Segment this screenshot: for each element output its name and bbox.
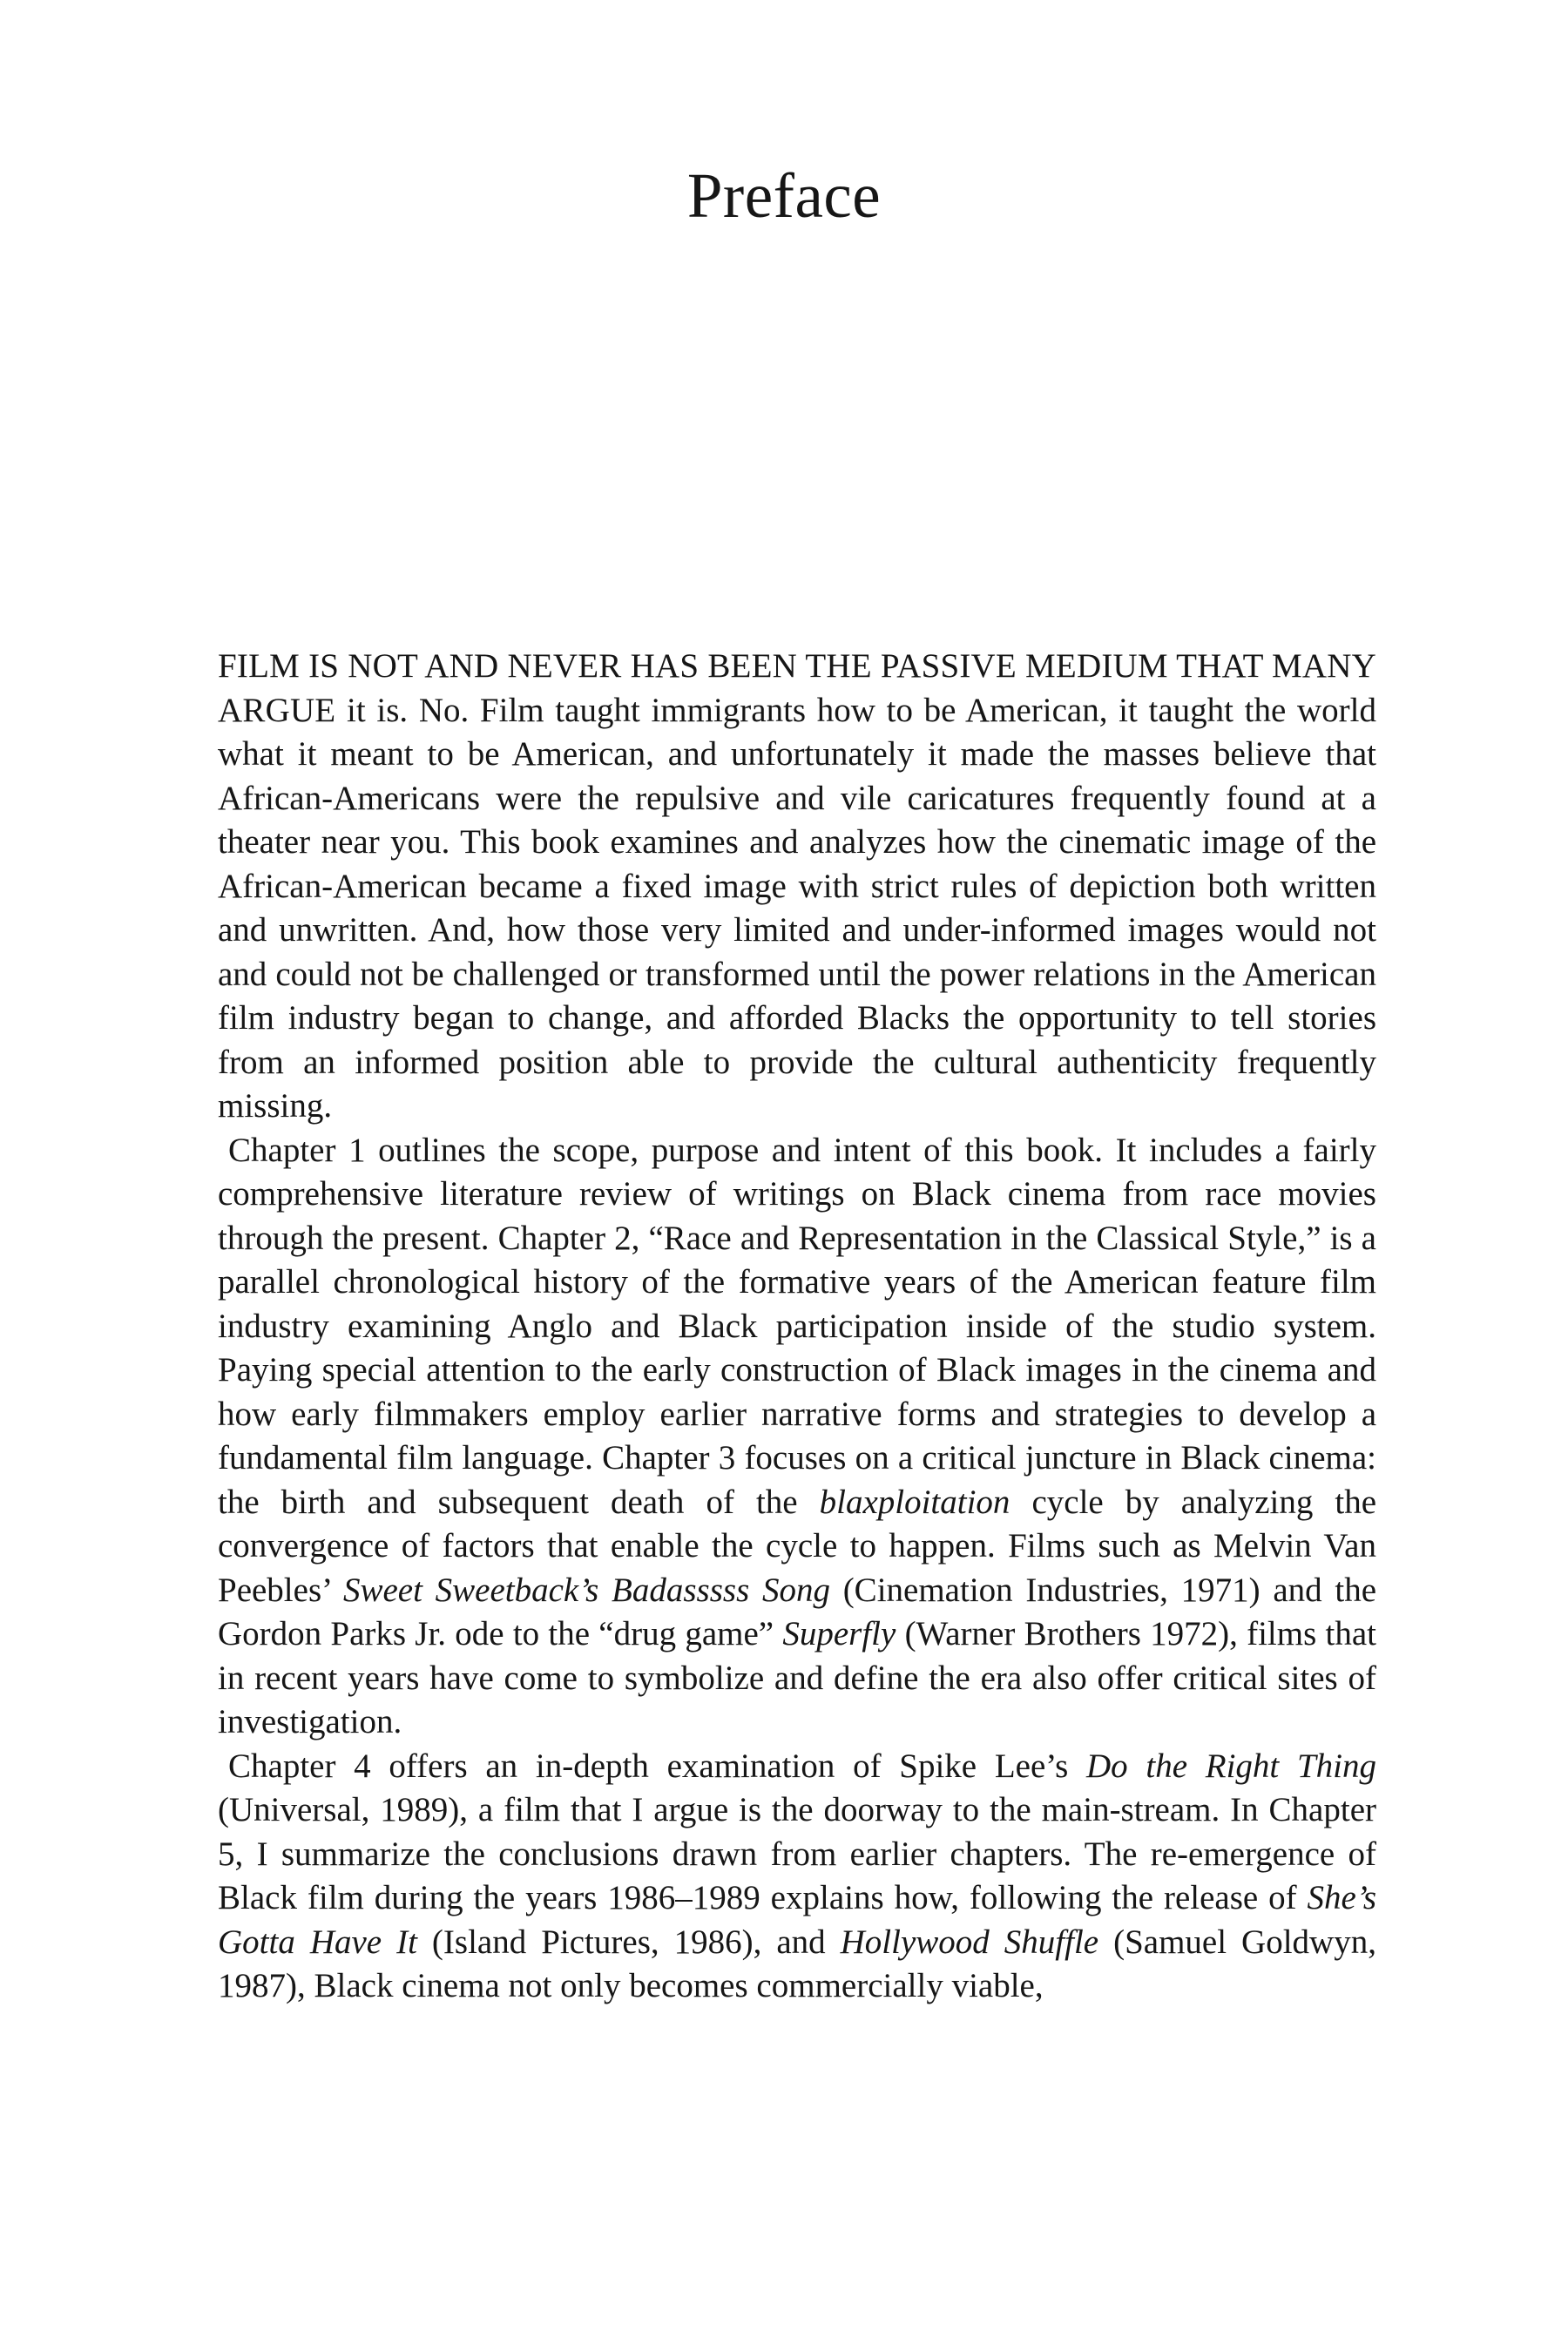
film-title-sweet-sweetback: Sweet Sweetback’s Badasssss Song bbox=[342, 1571, 830, 1609]
page-title: Preface bbox=[686, 160, 882, 231]
paragraph-2-text-c: (Cinemation Industries, 1971) and the Gordon Parks Jr. ode to the “drug game” bbox=[218, 1571, 1376, 1652]
paragraph-2-text-d: (Warner Brothers 1972), films that in recent years have come to symbolize and define the era also offer critical sites of investigation. bbox=[218, 1615, 1376, 1740]
term-blaxploitation: blaxploitation bbox=[819, 1483, 1010, 1521]
paragraph-3 bbox=[218, 1745, 1376, 2009]
preface-body bbox=[218, 645, 1376, 2009]
paragraph-2 bbox=[218, 1129, 1376, 1745]
paragraph-2-text-b: cycle by analyzing the convergence of factors that enable the cycle to happen. Films such as Melvin Van Peebles’ bbox=[218, 1483, 1377, 1609]
paragraph-3-text-d: (Samuel Goldwyn, 1987), Black cinema not only becomes commercially viable, bbox=[218, 1923, 1376, 2004]
paragraph-3-text-b: (Universal, 1989), a film that I argue is the doorway to the main-stream. In Chapter 5, I summarize the conclusions drawn from earlier chapters. The re-emergence of Black film during the years 1986–1989 explains how, following the release of bbox=[218, 1791, 1376, 1916]
paragraph-3-text-c: (Island Pictures, 1986), and bbox=[416, 1923, 841, 1961]
film-title-do-the-right-thing: Do the Right Thing bbox=[1086, 1747, 1376, 1785]
film-title-superfly: Superfly bbox=[782, 1615, 896, 1652]
paragraph-1 bbox=[218, 645, 1376, 1129]
paragraph-3-text-a: Chapter 4 offers an in-depth examination of Spike Lee’s bbox=[228, 1747, 1086, 1785]
paragraph-1-lead: FILM IS NOT AND NEVER HAS BEEN THE PASSIVE MEDIUM THAT MANY ARGUE bbox=[218, 647, 1376, 729]
paragraph-2-text-a: Chapter 1 outlines the scope, purpose and intent of this book. It includes a fairly comprehensive literature review of writings on Black cinema from race movies through the present. Chapter 2, “Race and Representation in the Classical Style,” is a parallel chronological history of the formative years of the American feature film industry examining Anglo and Black participation inside of the studio system. Paying special attention to the early construction of Black images in the cinema and how early filmmakers employ earlier narrative forms and strategies to develop a fundamental film language. Chapter 3 focuses on a critical juncture in Black cinema: the birth and subsequent death of the bbox=[218, 1131, 1376, 1521]
paragraph-1-text: it is. No. Film taught immigrants how to be American, it taught the world what it meant to be American, and unfortunately it made the masses believe that African-Americans were the repulsive and vile caricatures frequently found at a theater near you. This book examines and analyzes how the cinematic image of the African-American became a fixed image with strict rules of depiction both written and unwritten. And, how those very limited and under-informed images would not and could not be challenged or transformed until the power relations in the American film industry began to change, and afforded Blacks the opportunity to tell stories from an informed position able to provide the cultural authenticity frequently missing. bbox=[218, 691, 1376, 1125]
film-title-shes-gotta-have-it: She’s Gotta Have It bbox=[218, 1879, 1376, 1961]
film-title-hollywood-shuffle: Hollywood Shuffle bbox=[840, 1923, 1099, 1961]
